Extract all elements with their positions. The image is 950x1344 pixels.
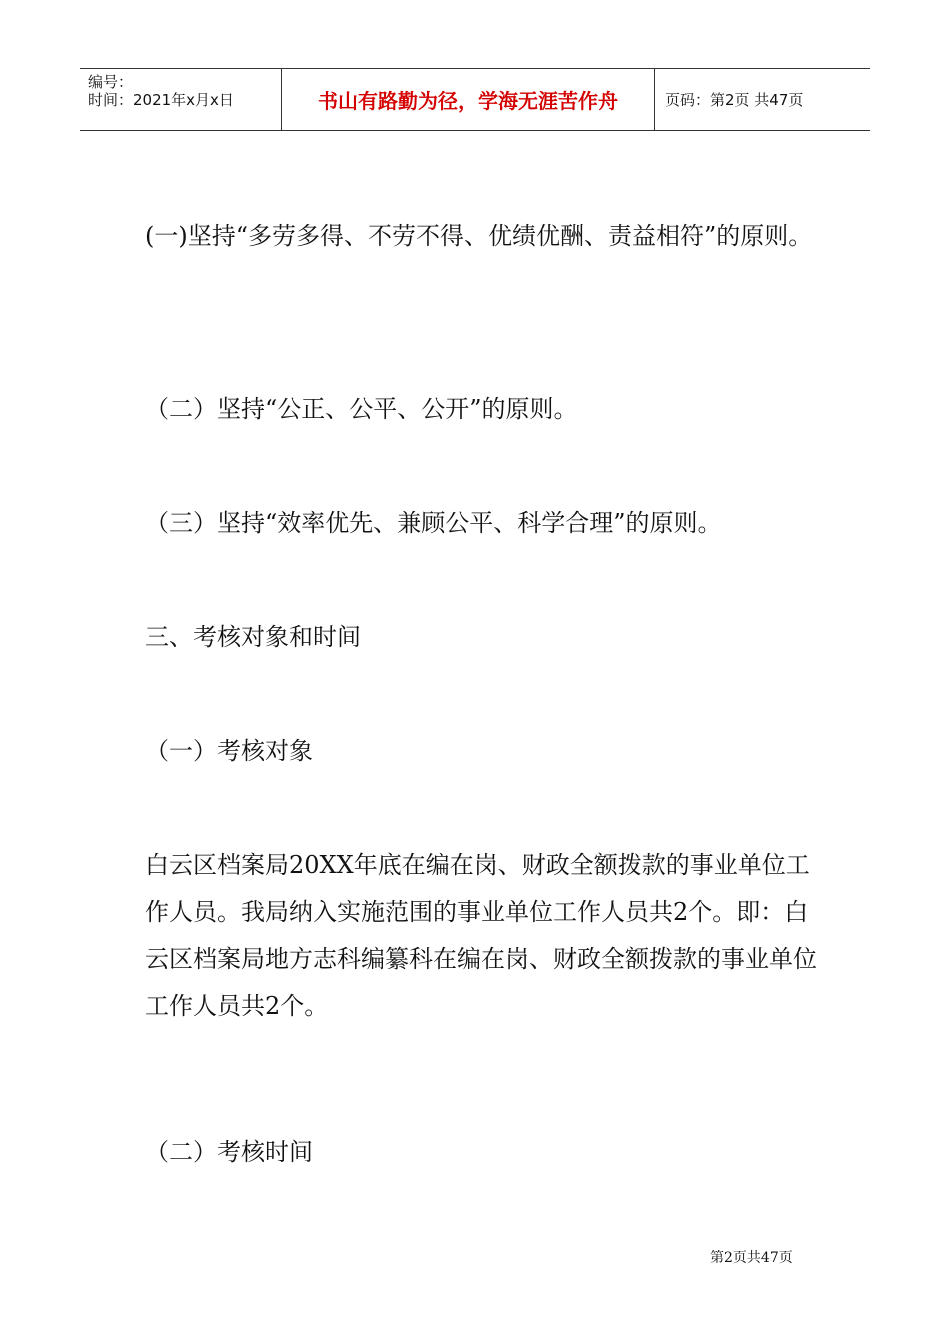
document-number-label: 编号： — [88, 73, 134, 91]
header-motto: 书山有路勤为径，学海无涯苦作舟 — [282, 69, 655, 130]
principle-2: （二）坚持“公正、公平、公开”的原则。 — [145, 395, 578, 423]
principle-1: (一)坚持“多劳多得、不劳不得、优绩优酬、责益相符”的原则。 — [145, 222, 813, 250]
header-meta — [80, 69, 282, 130]
header-page-info: 页码：第2页 共47页 — [665, 91, 804, 109]
principle-3: （三）坚持“效率优先、兼顾公平、科学合理”的原则。 — [145, 509, 722, 537]
page-footer: 第2页共47页 — [710, 1250, 793, 1266]
subsection-time: （二）考核时间 — [145, 1138, 313, 1166]
section-heading: 三、考核对象和时间 — [145, 623, 361, 651]
subjects-paragraph: 白云区档案局20XX年底在编在岗、财政全额拨款的事业单位工作人员。我局纳入实施范围的事业单位工作人员共2个。即：白云区档案局地方志科编纂科在编在岗、财政全额拨款的事业单位工作人员共2个。 — [145, 851, 817, 1020]
document-date: 时间：2021年x月x日 — [88, 91, 234, 109]
document-header — [80, 68, 870, 131]
subsection-subjects: （一）考核对象 — [145, 737, 313, 765]
